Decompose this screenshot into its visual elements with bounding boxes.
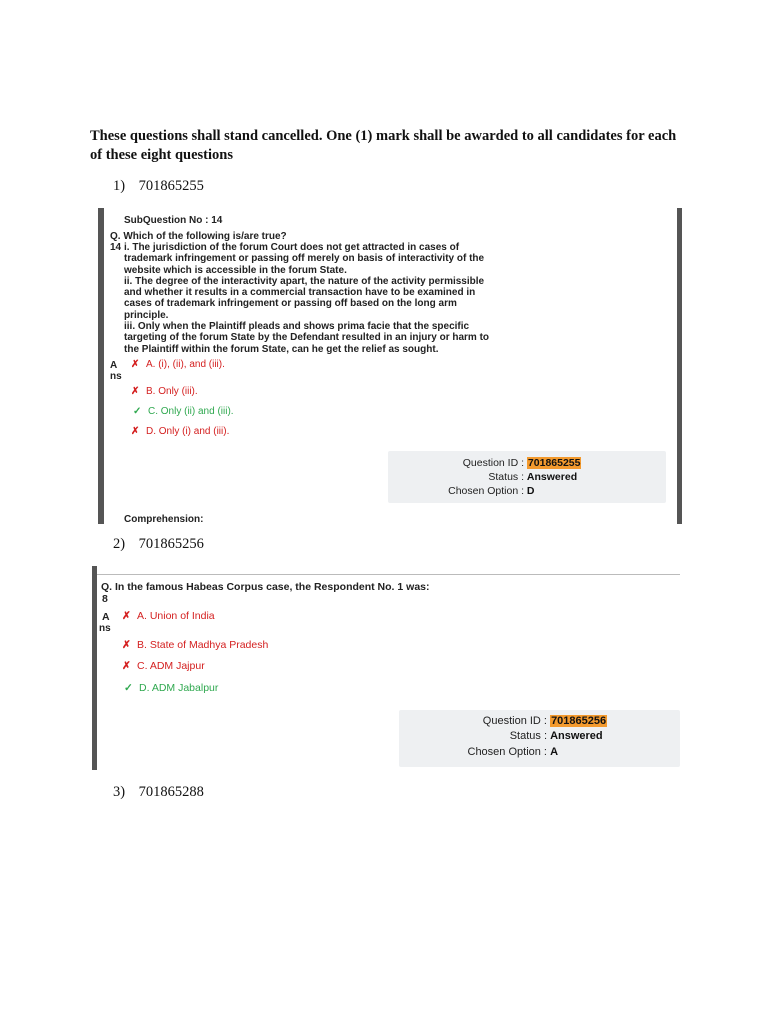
question-number-item [113, 178, 204, 195]
option-d [131, 426, 229, 437]
left-border [92, 566, 97, 770]
option-text: D. Only (i) and (iii). [146, 426, 230, 437]
question-number: 14 [110, 242, 122, 253]
option-a [122, 610, 215, 622]
option-text: A. Union of India [137, 610, 215, 622]
option-a [131, 359, 225, 370]
question-label: Q. Which of the following is/are true? [110, 231, 287, 242]
answers-label-2: ns [110, 371, 122, 382]
top-divider [97, 574, 680, 575]
chosen-option-value: D [526, 485, 535, 497]
chosen-option-value: A [550, 746, 559, 758]
statement-line: ii. The degree of the interactivity apart, the nature of the activity permissible [124, 275, 485, 287]
option-b [131, 386, 198, 397]
option-text: C. ADM Jajpur [137, 660, 205, 672]
statement-line: iii. Only when the Plaintiff pleads and shows prima facie that the specific [124, 321, 470, 333]
answers-label: A [110, 360, 118, 371]
question-number-item [113, 536, 204, 553]
status-label: Status : [488, 471, 524, 483]
status-value: Answered [526, 471, 578, 483]
answers-label: A [102, 611, 110, 623]
answers-label-2: ns [99, 623, 111, 634]
cancellation-notice: These questions shall stand cancelled. One (1) mark shall be awarded to all candidates for each of these eight questions [90, 128, 677, 163]
question-info-box [388, 451, 666, 503]
subquestion-label: SubQuestion No : 14 [124, 215, 223, 226]
status-label: Status : [509, 730, 547, 742]
item-question-id: 701865256 [138, 536, 204, 552]
cross-icon: ✗ [122, 639, 131, 651]
statement-line: targeting of the forum State by the Defendant resulted in an injury or harm to [124, 332, 490, 344]
statement-line: principle. [124, 309, 169, 321]
item-number: 3) [113, 784, 126, 800]
cross-icon: ✗ [122, 610, 131, 622]
question-id-label: Question ID : [462, 457, 524, 469]
option-text: C. Only (ii) and (iii). [148, 406, 234, 417]
statement-line: cases of trademark infringement or passing off based on the long arm [124, 298, 457, 310]
check-icon: ✓ [124, 682, 133, 694]
question-id-label: Question ID : [482, 715, 547, 727]
question-screenshot-1 [98, 208, 682, 524]
option-text: D. ADM Jabalpur [139, 682, 219, 694]
option-text: B. State of Madhya Pradesh [137, 639, 269, 651]
question-number-item [113, 784, 204, 801]
item-number: 2) [113, 536, 126, 552]
item-question-id: 701865255 [138, 178, 204, 194]
statement-line: the Plaintiff within the forum State, can he get the relief as sought. [124, 343, 439, 355]
option-text: B. Only (iii). [146, 386, 198, 397]
option-c [133, 406, 234, 417]
left-border [98, 208, 104, 524]
statement-line: i. The jurisdiction of the forum Court does not get attracted in cases of [124, 242, 460, 253]
question-id-value: 701865256 [551, 715, 607, 727]
option-b [122, 639, 268, 651]
item-number: 1) [113, 178, 126, 194]
comprehension-label: Comprehension: [124, 514, 204, 524]
right-border [677, 208, 682, 524]
question-id-value: 701865255 [527, 457, 581, 469]
statement-line: website which is accessible in the forum State. [124, 264, 347, 276]
cross-icon: ✗ [131, 426, 140, 437]
option-text: A. (i), (ii), and (iii). [146, 359, 225, 370]
status-value: Answered [550, 730, 603, 742]
question-number: 8 [102, 593, 108, 605]
statement-line: trademark infringement or passing off merely on basis of interactivity of the [124, 253, 485, 265]
statement-line: and whether it results in a commercial transaction have to be examined in [124, 287, 476, 299]
item-question-id: 701865288 [138, 784, 204, 800]
check-icon: ✓ [133, 406, 142, 417]
cross-icon: ✗ [122, 660, 131, 672]
cross-icon: ✗ [131, 359, 140, 370]
question-info-box [399, 710, 680, 767]
question-text: Q. In the famous Habeas Corpus case, the Respondent No. 1 was: [101, 581, 430, 593]
option-c [122, 660, 205, 672]
cross-icon: ✗ [131, 386, 140, 397]
question-screenshot-2 [92, 566, 680, 770]
chosen-option-label: Chosen Option : [467, 746, 547, 758]
chosen-option-label: Chosen Option : [448, 485, 524, 497]
option-d [124, 682, 218, 694]
question-text [124, 242, 489, 355]
